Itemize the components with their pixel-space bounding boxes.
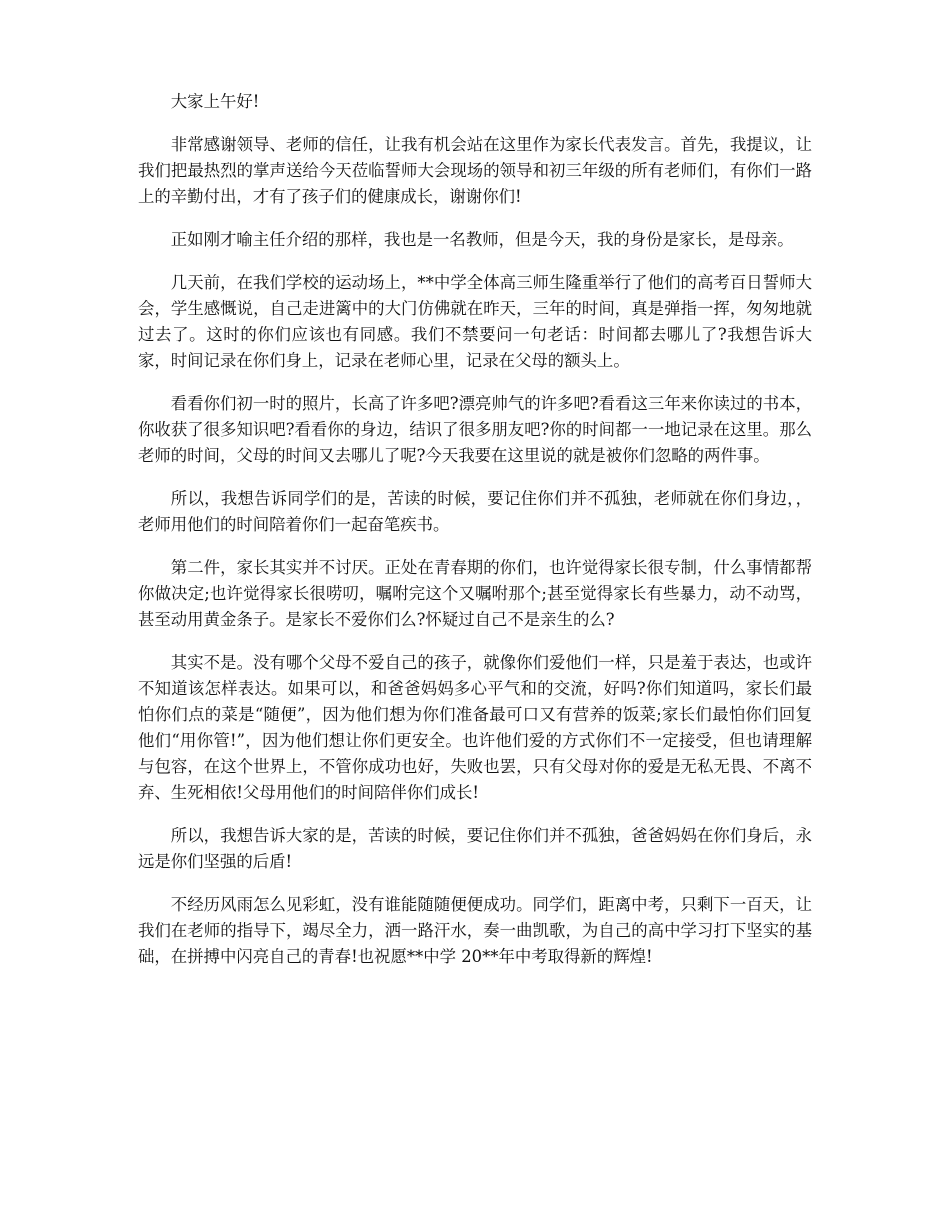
paragraph-identity: 正如刚才喻主任介绍的那样，我也是一名教师，但是今天，我的身份是家长，是母亲。	[170, 230, 794, 249]
paragraph-closing: 不经历风雨怎么见彩虹，没有谁能随随便便成功。同学们，距离中考，只剩下一百天，让我们在老师的指导下，竭尽全力，洒一路汗水，奏一曲凯歌，为自己的高中学习打下坚实的基础，在拼搏中闪亮自己的青春!也祝愿**中学 20**年中考取得新的辉煌!	[138, 895, 812, 966]
document-page	[138, 89, 812, 987]
paragraph-growth: 看看你们初一时的照片，长高了许多吧?漂亮帅气的许多吧?看看这三年来你读过的书本，你收获了很多知识吧?看看你的身边，结识了很多朋友吧?你的时间都一一地记录在这里。那么老师的时间，父母的时间又去哪儿了呢?今天我要在这里说的就是被你们忽略的两件事。	[138, 394, 812, 465]
paragraph-time: 几天前，在我们学校的运动场上，**中学全体高三师生隆重举行了他们的高考百日誓师大会，学生感慨说，自己走进篱中的大门仿佛就在昨天，三年的时间，真是弹指一挥，匆匆地就过去了。这时的你们应该也有同感。我们不禁要问一句老话：时间都去哪儿了?我想告诉大家，时间记录在你们身上，记录在老师心里，记录在父母的额头上。	[138, 273, 812, 370]
paragraph-thanks: 非常感谢领导、老师的信任，让我有机会站在这里作为家长代表发言。首先，我提议，让我们把最热烈的掌声送给今天莅临誓师大会现场的领导和初三年级的所有老师们，有你们一路上的辛勤付出，才有了孩子们的健康成长，谢谢你们!	[138, 135, 812, 206]
paragraph-greeting: 大家上午好!	[170, 92, 260, 111]
paragraph-support: 所以，我想告诉大家的是，苦读的时候，要记住你们并不孤独，爸爸妈妈在你们身后，永远是你们坚强的后盾!	[138, 826, 812, 871]
paragraph-parents-love: 其实不是。没有哪个父母不爱自己的孩子，就像你们爱他们一样，只是羞于表达，也或许不知道该怎样表达。如果可以，和爸爸妈妈多心平气和的交流，好吗?你们知道吗，家长们最怕你们点的菜是“随便”，因为他们想为你们准备最可口又有营养的饭菜;家长们最怕你们回复他们“用你管!”，因为他们想让你们更安全。也许他们爱的方式你们不一定接受，但也请理解与包容，在这个世界上，不管你成功也好，失败也罢，只有父母对你的爱是无私无畏、不离不弃、生死相依!父母用他们的时间陪伴你们成长!	[138, 653, 812, 802]
paragraph-parents: 第二件，家长其实并不讨厌。正处在青春期的你们，也许觉得家长很专制，什么事情都帮你做决定;也许觉得家长很唠叨，嘱咐完这个又嘱咐那个;甚至觉得家长有些暴力，动不动骂，甚至动用黄金条子。是家长不爱你们么?怀疑过自己不是亲生的么?	[138, 558, 812, 629]
paragraph-teachers: 所以，我想告诉同学们的是，苦读的时候，要记住你们并不孤独，老师就在你们身边，，老师用他们的时间陪着你们一起奋笔疾书。	[138, 489, 812, 534]
